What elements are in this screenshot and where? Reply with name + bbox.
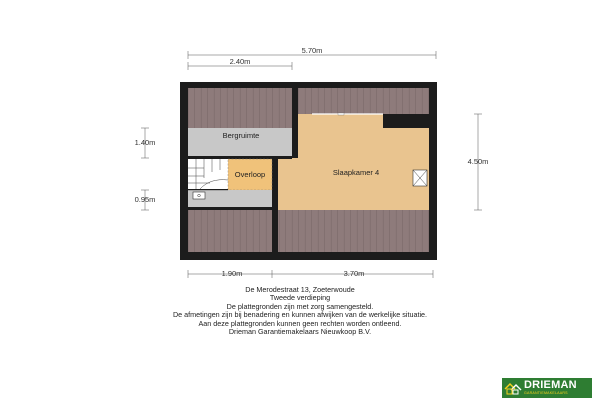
roof-slope-top-right — [298, 88, 429, 114]
room-label-overloop: Overloop — [234, 170, 266, 179]
caption-company: Drieman Garantiemakelaars Nieuwkoop B.V. — [228, 327, 372, 337]
caption-disclaimer-2: De afmetingen zijn bij benadering en kunnen afwijken van de werkelijke situatie. — [172, 310, 428, 320]
caption-disclaimer-3: Aan deze plattegronden kunnen geen rechten worden ontleend. — [198, 318, 402, 328]
inner-wall — [292, 114, 298, 158]
cabinet — [193, 192, 205, 199]
roof-slope-top-left — [188, 88, 292, 128]
room-label-slaapkamer: Slaapkamer 4 — [332, 168, 380, 177]
roof-slope-bottom-left — [188, 210, 272, 252]
drieman-logo — [502, 378, 592, 398]
inner-wall — [188, 156, 292, 159]
dim-left-upper-height: 1.40m — [134, 138, 156, 147]
roof-slope-bottom-right — [278, 210, 429, 252]
caption-disclaimer-1: De plattegronden zijn met zorg samengesteld. — [226, 301, 374, 311]
house-logo-icon — [502, 378, 524, 398]
dim-bottom-right-width: 3.70m — [343, 269, 365, 278]
inner-wall — [272, 158, 278, 252]
room-label-bergruimte: Bergruimte — [222, 131, 260, 140]
dim-top-left-width: 2.40m — [229, 57, 251, 66]
logo-tagline: GARANTIEMAKELAARS — [524, 391, 568, 396]
window-frame — [338, 113, 344, 115]
dim-left-lower-height: 0.95m — [134, 195, 156, 204]
dim-total-width: 5.70m — [301, 46, 323, 55]
stair-area — [188, 159, 228, 189]
dim-right-height: 4.50m — [467, 157, 489, 166]
inner-wall — [188, 207, 272, 210]
logo-name: DRIEMAN — [524, 379, 577, 392]
caption-address: De Merodestraat 13, Zoeterwoude — [245, 285, 355, 294]
plan-caption — [100, 286, 500, 336]
caption-floor: Tweede verdieping — [269, 293, 331, 303]
bedroom-floor — [278, 114, 429, 210]
stair-handrail — [188, 189, 228, 190]
dim-bottom-left-width: 1.90m — [221, 269, 243, 278]
